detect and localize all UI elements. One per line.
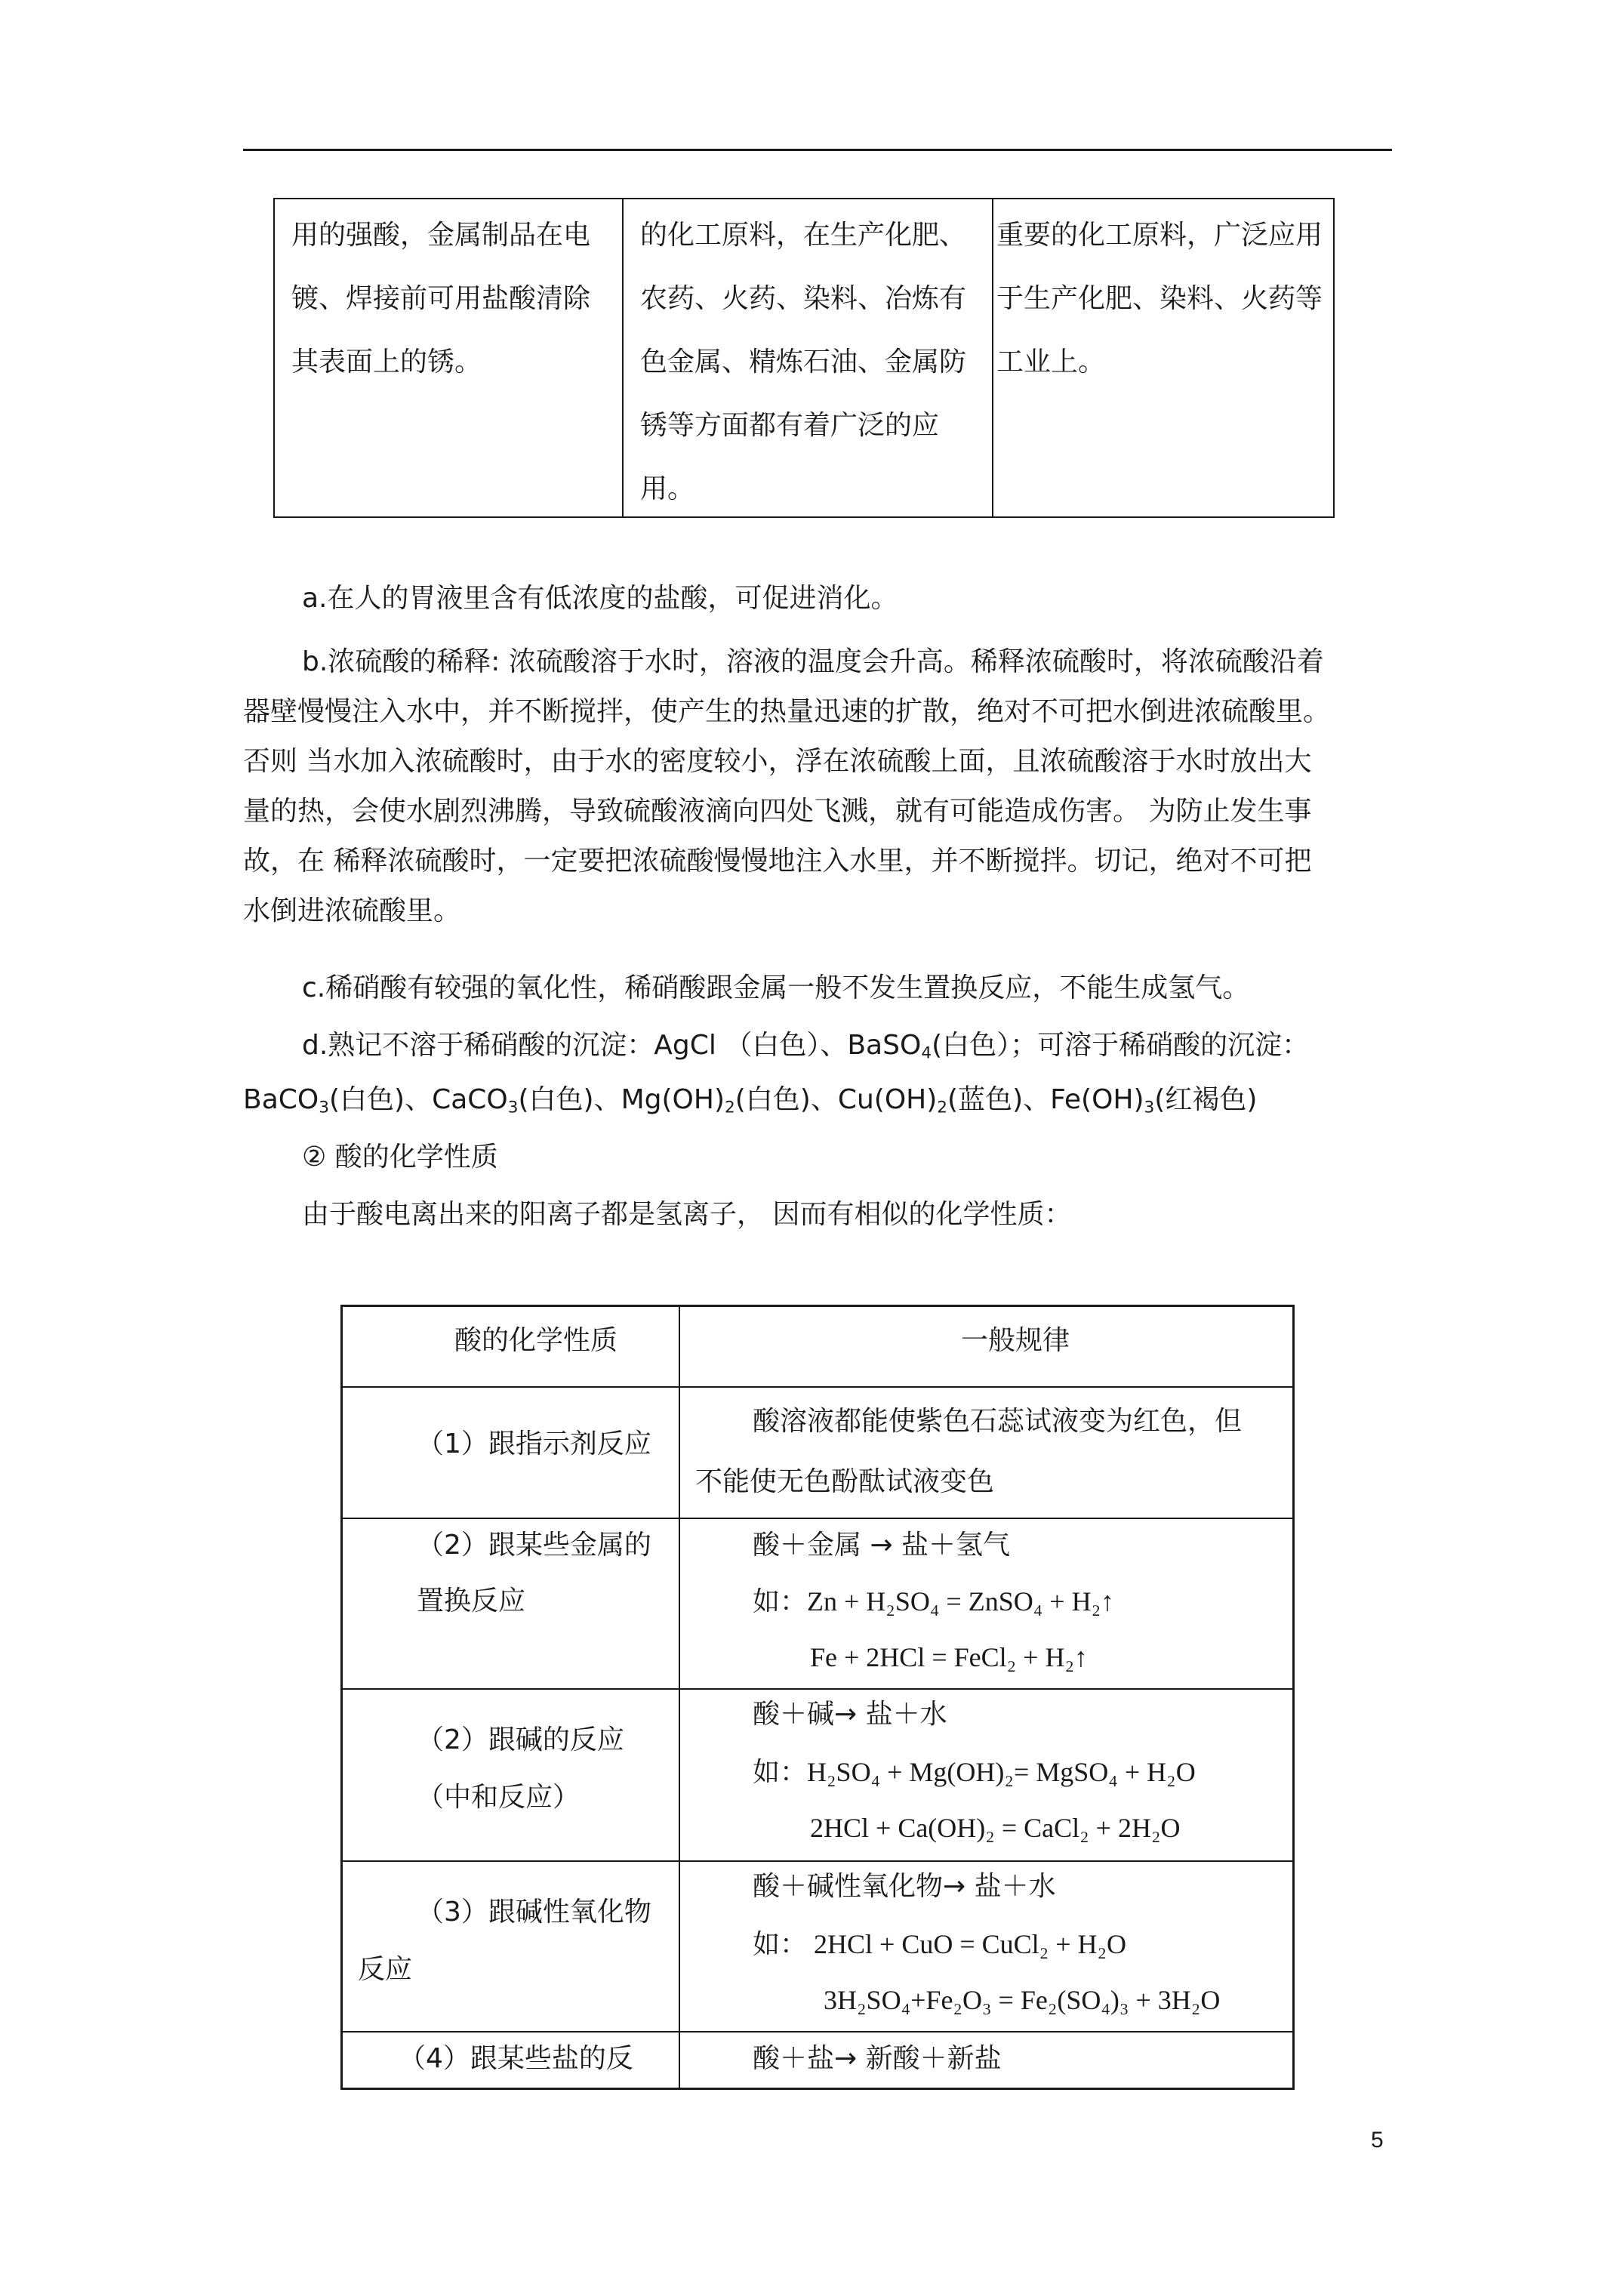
uses-text-line: 农药、火药、染料、冶炼有: [640, 283, 967, 314]
note-b-line: 器壁慢慢注入水中，并不断搅拌，使产生的热量迅速的扩散，绝对不可把水倒进浓硫酸里。: [243, 696, 1331, 727]
property-label: （1）跟指示剂反应: [417, 1428, 651, 1459]
note-d-line2: [243, 1081, 1392, 1119]
acid-properties-table: [340, 1305, 1295, 2090]
note-d-text: (白色）；可溶于稀硝酸的沉淀：: [932, 1030, 1310, 1061]
rule-text: 酸＋金属 → 盐＋氢气: [753, 1530, 1011, 1561]
table-row: [343, 1386, 1292, 1518]
table-cell: [680, 2032, 1292, 2088]
property-label: 反应: [358, 1954, 413, 1985]
uses-cell-hydrochloric: [275, 199, 624, 516]
page-number: 5: [1371, 2128, 1384, 2153]
formula-text: BaCO: [243, 1084, 319, 1115]
uses-text-line: 工业上。: [996, 347, 1106, 378]
rule-text: 酸溶液都能使紫色石蕊试液变为红色，但: [753, 1406, 1243, 1437]
table-row: [343, 1860, 1292, 2031]
subscript: 3: [319, 1098, 329, 1117]
property-label: （2）跟某些金属的: [417, 1530, 651, 1561]
section-intro: 由于酸电离出来的阳离子都是氢离子， 因而有相似的化学性质：: [302, 1199, 1072, 1230]
table-cell: [343, 1862, 680, 2031]
property-label: 置换反应: [417, 1586, 526, 1616]
table-cell: [343, 1519, 680, 1688]
uses-cell-nitric: [993, 199, 1333, 516]
table-row: [343, 1688, 1292, 1860]
uses-text-line: 色金属、精炼石油、金属防: [640, 347, 967, 378]
subscript: 4: [921, 1043, 932, 1063]
table-cell: [680, 1519, 1292, 1688]
equation: 如：Zn + H₂SO₄ = ZnSO₄ + H₂↑: [753, 1586, 1115, 1616]
rule-text: 酸＋碱→ 盐＋水: [753, 1699, 947, 1730]
table-cell: [680, 1862, 1292, 2031]
equation: Fe + 2HCl = FeCl₂ + H₂↑: [810, 1642, 1089, 1672]
table-header-cell: [343, 1307, 680, 1386]
header-property: 酸的化学性质: [454, 1325, 618, 1356]
uses-text-line: 于生产化肥、染料、火药等: [996, 283, 1323, 314]
note-b-line: 故，在 稀释浓硫酸时，一定要把浓硫酸慢慢地注入水里，并不断搅拌。切记，绝对不可把: [243, 846, 1312, 877]
header-rule: 一般规律: [961, 1325, 1070, 1356]
formula-text: (白色)、Mg(OH): [518, 1084, 725, 1115]
uses-table: [273, 198, 1335, 518]
note-c: c.稀硝酸有较强的氧化性，稀硝酸跟金属一般不发生置换反应，不能生成氢气。: [302, 972, 1250, 1003]
header-rule: [243, 149, 1392, 151]
formula-text: (白色)、Cu(OH): [735, 1084, 938, 1115]
note-d-text: d.熟记不溶于稀硝酸的沉淀：AgCl （白色）、BaSO: [302, 1030, 922, 1061]
uses-text-line: 锈等方面都有着广泛的应: [640, 410, 940, 441]
uses-text-line: 重要的化工原料，广泛应用: [996, 220, 1323, 251]
property-label: （2）跟碱的反应: [417, 1724, 624, 1755]
property-label: （3）跟碱性氧化物: [417, 1897, 651, 1928]
uses-text-line: 的化工原料，在生产化肥、: [640, 220, 967, 251]
uses-cell-sulfuric: [624, 199, 993, 516]
rule-text: 酸＋盐→ 新酸＋新盐: [753, 2043, 1002, 2074]
note-a: a.在人的胃液里含有低浓度的盐酸，可促进消化。: [302, 583, 898, 614]
table-cell: [343, 1388, 680, 1518]
note-d-line1: [243, 1027, 1451, 1065]
subscript: 2: [725, 1098, 735, 1117]
table-header-cell: [680, 1307, 1292, 1386]
subscript: 2: [937, 1098, 948, 1117]
rule-text: 不能使无色酚酞试液变色: [695, 1466, 995, 1497]
property-label: （中和反应）: [417, 1782, 581, 1813]
property-label: （4）跟某些盐的反: [399, 2043, 633, 2074]
table-cell: [680, 1388, 1292, 1518]
uses-text-line: 用的强酸，金属制品在电: [291, 220, 591, 251]
note-b-line: b.浓硫酸的稀释: 浓硫酸溶于水时，溶液的温度会升高。稀释浓硫酸时，将浓硫酸沿着: [302, 646, 1324, 677]
uses-text-line: 其表面上的锈。: [291, 347, 482, 378]
table-cell: [343, 1690, 680, 1860]
section-heading: ② 酸的化学性质: [302, 1142, 498, 1173]
equation: 3H₂SO₄+Fe₂O₃ = Fe₂(SO₄)₃ + 3H₂O: [824, 1985, 1221, 2015]
subscript: 3: [1144, 1098, 1155, 1117]
equation: 2HCl + Ca(OH)₂ = CaCl₂ + 2H₂O: [810, 1813, 1181, 1843]
table-row: [343, 2031, 1292, 2088]
equation: 如：H₂SO₄ + Mg(OH)₂= MgSO₄ + H₂O: [753, 1757, 1196, 1787]
table-row: [343, 1518, 1292, 1688]
rule-text: 酸＋碱性氧化物→ 盐＋水: [753, 1871, 1056, 1902]
table-header-row: [343, 1307, 1292, 1386]
table-cell: [343, 2032, 680, 2088]
formula-text: (白色)、CaCO: [328, 1084, 508, 1115]
formula-text: (蓝色)、Fe(OH): [947, 1084, 1144, 1115]
subscript: 3: [507, 1098, 519, 1117]
note-b-line: 水倒进浓硫酸里。: [243, 895, 461, 926]
formula-text: (红褐色): [1154, 1084, 1258, 1115]
note-b-line: 量的热，会使水剧烈沸腾，导致硫酸液滴向四处飞溅，就有可能造成伤害。 为防止发生事: [243, 796, 1312, 827]
note-b-line: 否则 当水加入浓硫酸时，由于水的密度较小，浮在浓硫酸上面，且浓硫酸溶于水时放出大: [243, 746, 1312, 777]
uses-text-line: 用。: [640, 473, 695, 504]
equation: 如： 2HCl + CuO = CuCl₂ + H₂O: [753, 1929, 1127, 1959]
table-cell: [680, 1690, 1292, 1860]
uses-text-line: 镀、焊接前可用盐酸清除: [291, 283, 591, 314]
